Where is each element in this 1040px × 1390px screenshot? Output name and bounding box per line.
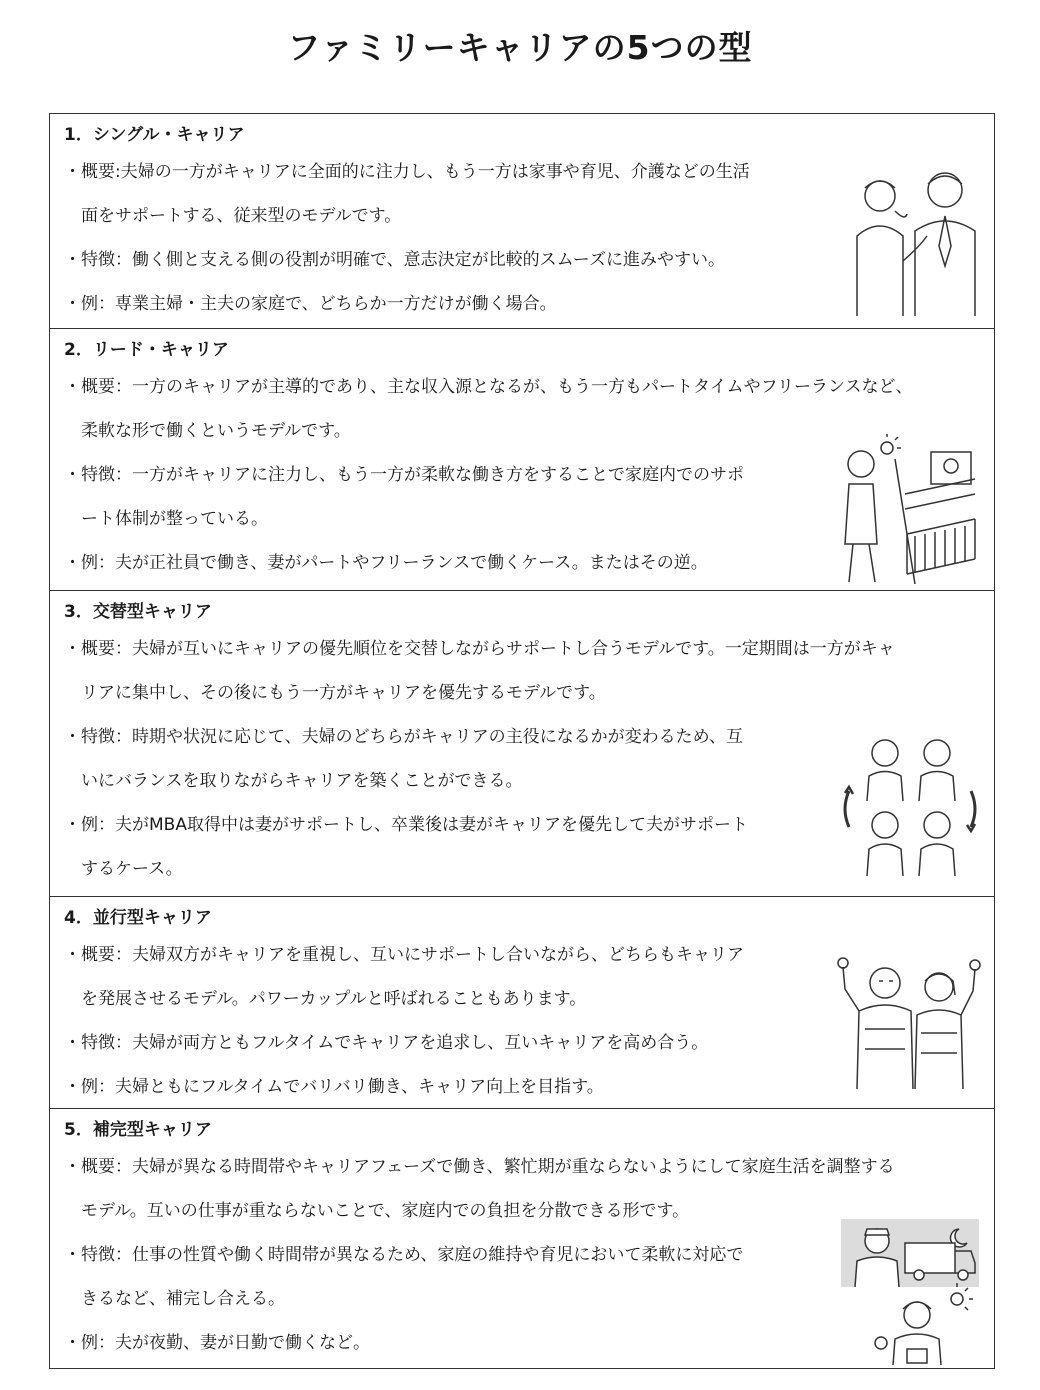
body-line: ・例：専業主婦・主夫の家庭で、どちらか一方だけが働く場合。 xyxy=(64,294,557,314)
body-line: を発展させるモデル。パワーカップルと呼ばれることもあります。 xyxy=(64,989,587,1009)
body-line: 面をサポートする、従来型のモデルです。 xyxy=(64,206,402,226)
section-title: 1．シングル・キャリア xyxy=(64,125,245,145)
body-line: モデル。互いの仕事が重ならないことで、家庭内での負担を分散できる形です。 xyxy=(64,1201,690,1221)
section-body xyxy=(64,637,895,901)
body-line: ・特徴：仕事の性質や働く時間帯が異なるため、家庭の維持や育児において柔軟に対応で xyxy=(64,1245,744,1265)
body-line: ・特徴：夫婦が両方ともフルタイムでキャリアを追求し、互いキャリアを高め合う。 xyxy=(64,1033,709,1053)
body-line: ート体制が整っている。 xyxy=(64,509,268,529)
section-complementary-career xyxy=(50,1108,994,1370)
shift-work-illustration xyxy=(835,1217,985,1367)
section-title: 3．交替型キャリア xyxy=(64,602,212,622)
section-lead-career xyxy=(50,328,994,590)
section-body xyxy=(64,1155,895,1375)
body-line: ・特徴：時期や状況に応じて、夫婦のどちらがキャリアの主役になるかが変わるため、互 xyxy=(64,727,743,747)
body-line: きるなど、補完し合える。 xyxy=(64,1289,285,1309)
body-line: ・概要：一方のキャリアが主導的であり、主な収入源となるが、もう一方もパートタイムやフリーランスなど、 xyxy=(64,377,913,397)
section-title: 2．リード・キャリア xyxy=(64,340,229,360)
body-line: ・概要：夫婦が互いにキャリアの優先順位を交替しながらサポートし合うモデルです。一定期間は一方がキャ xyxy=(64,639,895,659)
section-body xyxy=(64,943,744,1119)
body-line: ・概要：夫婦が異なる時間帯やキャリアフェーズで働き、繁忙期が重ならないようにして家庭生活を調整する xyxy=(64,1157,895,1177)
power-couple-illustration xyxy=(835,949,985,1099)
body-line: するケース。 xyxy=(64,859,183,879)
alternating-roles-illustration xyxy=(835,731,985,881)
section-body xyxy=(64,160,750,336)
section-title: 5．補完型キャリア xyxy=(64,1120,212,1140)
body-line: ・例：夫がMBA取得中は妻がサポートし、卒業後は妻がキャリアを優先して夫がサポート xyxy=(64,815,748,835)
body-line: 柔軟な形で働くというモデルです。 xyxy=(64,421,351,441)
body-line: ・例：夫が正社員で働き、妻がパートやフリーランスで働くケース。またはその逆。 xyxy=(64,553,708,573)
section-body xyxy=(64,375,912,595)
body-line: いにバランスを取りながらキャリアを築くことができる。 xyxy=(64,771,523,791)
section-parallel-career xyxy=(50,896,994,1108)
body-line: ・例：夫が夜勤、妻が日勤で働くなど。 xyxy=(64,1333,370,1353)
body-line: リアに集中し、その後にもう一方がキャリアを優先するモデルです。 xyxy=(64,683,606,703)
body-line: ・概要:夫婦の一方がキャリアに全面的に注力し、もう一方は家事や育児、介護などの生活 xyxy=(64,162,750,182)
page-title: ファミリーキャリアの5つの型 xyxy=(287,28,753,67)
section-title: 4．並行型キャリア xyxy=(64,908,212,928)
body-line: ・特徴：一方がキャリアに注力し、もう一方が柔軟な働き方をすることで家庭内でのサポ xyxy=(64,465,744,485)
section-alternating-career xyxy=(50,590,994,896)
body-line: ・例：夫婦ともにフルタイムでバリバリ働き、キャリア向上を目指す。 xyxy=(64,1077,604,1097)
couple-illustration xyxy=(835,166,985,316)
body-line: ・特徴：働く側と支える側の役割が明確で、意志決定が比較的スムーズに進みやすい。 xyxy=(64,250,725,270)
body-line: ・概要：夫婦双方がキャリアを重視し、互いにサポートし合いながら、どちらもキャリア xyxy=(64,945,744,965)
section-single-career xyxy=(50,114,994,328)
worker-illustration xyxy=(835,434,985,584)
content-frame xyxy=(49,113,995,1369)
